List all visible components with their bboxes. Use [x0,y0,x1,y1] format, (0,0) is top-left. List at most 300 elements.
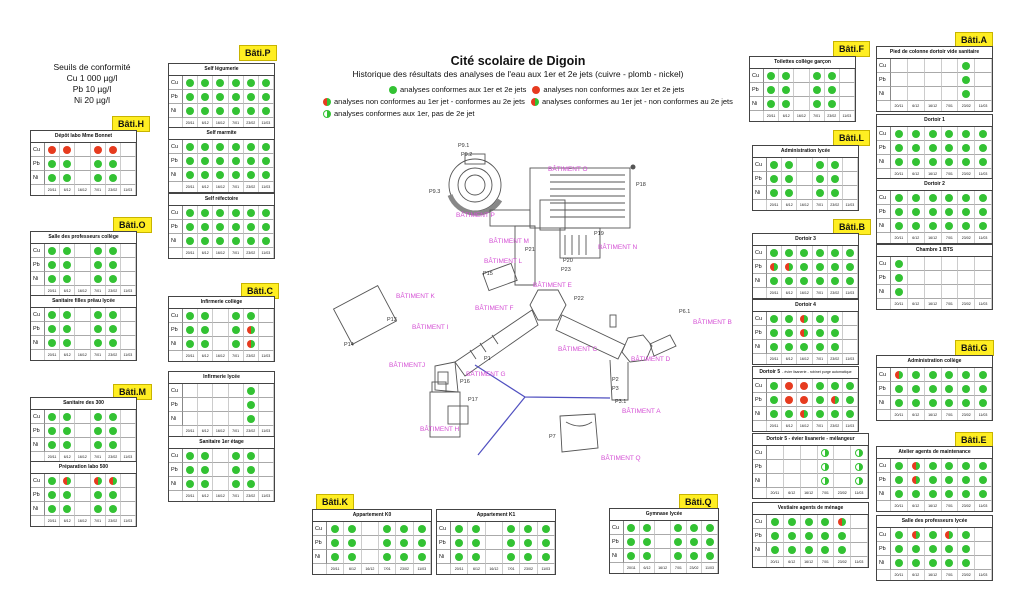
green-dot-icon [929,490,937,498]
green-dot-icon [979,399,987,407]
result-cell [942,59,959,73]
green-dot-icon [232,157,240,165]
green-dot-icon [831,277,839,285]
result-cell [958,87,975,101]
result-cell [106,308,121,322]
result-cell [106,424,121,438]
green-dot-icon [800,263,808,271]
row-label: Ni [750,97,764,111]
row-label: Cu [31,474,45,488]
result-cell [834,529,851,543]
date-label: 6/12 [784,488,801,498]
row-label: Ni [437,550,451,564]
result-cell [640,521,656,535]
card-title: Dépôt labo Mme Bonnet [31,131,136,143]
green-dot-icon [63,427,71,435]
result-cell [975,73,992,87]
date-label: 20/11 [891,299,908,309]
date-label: 23/02 [958,501,975,511]
row-label: Pb [169,398,183,412]
result-cell [229,463,244,477]
row-label: Ni [169,337,183,351]
result-cell [91,438,106,452]
result-cell [891,59,908,73]
row-label: Cu [753,158,767,172]
green-dot-icon [94,160,102,168]
result-cell [767,393,782,407]
date-corner [877,101,891,111]
result-cell [106,488,121,502]
green-dot-icon [813,86,821,94]
result-cell [958,396,975,410]
result-cell [60,272,75,286]
result-cell [213,337,228,351]
red-dot-icon [532,86,540,94]
result-cell [45,258,60,272]
result-cell [975,487,992,501]
result-cell [244,412,259,426]
result-cell [908,382,925,396]
result-cell [908,396,925,410]
result-cell [60,502,75,516]
card-title: Dortoir 5 - évier lisanerie - robinet purge automatique [753,367,858,379]
row-label: Pb [31,258,45,272]
result-cell [908,556,925,570]
result-cell [259,384,274,398]
green-dot-icon [816,175,824,183]
row-label: Pb [753,529,767,543]
green-dot-icon [706,524,714,532]
green-dot-icon [63,160,71,168]
date-label: 16/12 [925,299,942,309]
result-cell [486,550,503,564]
green-dot-icon [262,157,270,165]
result-cell [840,83,855,97]
green-dot-icon [821,546,829,554]
plan-point-label: P23 [561,267,571,273]
green-dot-icon [109,491,117,499]
result-cell [891,141,908,155]
result-cell [958,191,975,205]
result-cell [891,73,908,87]
row-label: Cu [877,257,891,271]
green-dot-icon [232,223,240,231]
result-cell [183,154,198,168]
result-cell [891,285,908,299]
date-label: 11/03 [259,248,274,258]
result-cell [925,542,942,556]
green-dot-icon [912,144,920,152]
result-card [876,114,993,180]
green-dot-icon [945,559,953,567]
green-dot-icon [929,144,937,152]
date-label: 6/12 [60,452,75,462]
green-dot-icon [846,277,854,285]
date-label: 23/02 [828,421,843,431]
card-title: Appartement K0 [313,510,431,522]
green-dot-icon [895,194,903,202]
red-dot-icon [785,396,793,404]
result-cell [813,246,828,260]
result-cell [942,127,959,141]
result-cell [259,337,274,351]
plan-point-label: P6.1 [679,309,691,315]
result-cell [379,550,396,564]
card-note: - évier lisanerie - robinet purge automatique [782,370,852,374]
result-cell [834,446,851,460]
half-red-dot-icon [800,329,808,337]
green-dot-icon [690,524,698,532]
date-label: 7/01 [942,570,959,580]
green-dot-icon [895,476,903,484]
green-dot-icon [201,171,209,179]
result-cell [213,384,228,398]
green-dot-icon [186,157,194,165]
result-cell [797,312,812,326]
date-label: 6/12 [198,248,213,258]
building-o-shape [530,168,630,228]
result-cell [75,157,90,171]
half-red-dot-icon [531,98,539,106]
green-dot-icon [912,399,920,407]
result-cell [520,536,537,550]
green-dot-icon [232,452,240,460]
green-dot-icon [63,174,71,182]
result-cell [843,379,858,393]
result-cell [925,59,942,73]
green-dot-icon [929,194,937,202]
result-cell [259,234,274,248]
green-dot-icon [63,325,71,333]
result-cell [813,312,828,326]
result-cell [198,477,213,491]
green-dot-icon [831,249,839,257]
date-label: 11/03 [851,488,868,498]
row-label: Cu [31,143,45,157]
result-cell [925,155,942,169]
result-cell [183,168,198,182]
green-dot-icon [895,490,903,498]
result-cell [259,309,274,323]
result-cell [908,473,925,487]
result-cell [784,446,801,460]
half-red-dot-icon [247,340,255,348]
green-dot-icon [216,143,224,151]
result-cell [244,76,259,90]
green-dot-icon [782,72,790,80]
green-dot-icon [94,441,102,449]
result-cell [958,473,975,487]
green-dot-icon [63,261,71,269]
threshold-line: Pb 10 µg/l [72,84,112,94]
date-label: 11/03 [840,111,855,121]
date-label: 20/11 [45,516,60,526]
green-dot-icon [821,518,829,526]
plan-building-label: BÂTIMENT E [533,282,572,289]
green-dot-icon [912,208,920,216]
green-dot-icon [232,326,240,334]
row-label: Ni [877,285,891,299]
green-dot-icon [216,171,224,179]
result-cell [958,368,975,382]
card-title: Self légumerie [169,64,274,76]
row-label: Pb [31,488,45,502]
result-cell [942,528,959,542]
result-cell [687,549,703,563]
date-label: 23/02 [958,101,975,111]
result-cell [782,172,797,186]
date-label: 16/12 [925,101,942,111]
plan-building-label: BÂTIMENT O [548,166,588,173]
result-cell [925,205,942,219]
card-title: Infirmerie collège [169,297,274,309]
green-dot-icon [767,100,775,108]
green-dot-icon [507,539,515,547]
result-cell [183,398,198,412]
result-cell [244,234,259,248]
result-cell [891,271,908,285]
result-cell [843,393,858,407]
result-cell [908,191,925,205]
row-label: Ni [753,474,767,488]
plan-building-label: BÂTIMENT A [622,408,661,415]
result-cell [198,220,213,234]
result-cell [229,412,244,426]
green-dot-icon [979,194,987,202]
date-label: 7/01 [229,118,244,128]
result-cell [925,127,942,141]
result-cell [891,368,908,382]
green-dot-icon [186,452,194,460]
green-dot-icon [706,538,714,546]
green-dot-icon [418,553,426,561]
green-dot-icon [929,158,937,166]
green-dot-icon [821,532,829,540]
green-dot-icon [895,531,903,539]
date-label: 7/01 [813,288,828,298]
result-cell [908,59,925,73]
green-dot-icon [186,340,194,348]
half-white-dot-icon [855,477,863,485]
date-label: 20/11 [767,354,782,364]
result-cell [958,219,975,233]
green-dot-icon [232,480,240,488]
result-card [168,296,275,362]
result-cell [60,410,75,424]
card-title: Chambre 1 BTS [877,245,992,257]
row-label: Ni [753,340,767,354]
date-label: 23/02 [958,570,975,580]
green-dot-icon [895,399,903,407]
date-label: 20/11 [891,101,908,111]
date-corner [753,557,767,567]
result-cell [925,141,942,155]
result-cell [794,69,809,83]
result-cell [942,459,959,473]
red-dot-icon [785,382,793,390]
green-dot-icon [929,222,937,230]
green-dot-icon [48,261,56,269]
green-dot-icon [785,329,793,337]
result-cell [671,521,687,535]
date-label: 7/01 [91,516,106,526]
result-cell [259,90,274,104]
result-cell [891,382,908,396]
date-label: 23/02 [958,169,975,179]
row-label: Cu [31,410,45,424]
green-dot-icon [945,144,953,152]
result-cell [851,446,868,460]
green-dot-icon [247,237,255,245]
green-dot-icon [201,209,209,217]
green-dot-icon [216,209,224,217]
green-dot-icon [929,462,937,470]
green-dot-icon [262,93,270,101]
green-dot-icon [542,553,550,561]
result-cell [91,474,106,488]
green-dot-icon [186,143,194,151]
result-cell [486,522,503,536]
result-cell [797,326,812,340]
green-dot-icon [247,415,255,423]
green-dot-icon [770,396,778,404]
date-corner [753,421,767,431]
result-cell [779,69,794,83]
result-cell [891,473,908,487]
green-dot-icon [186,223,194,231]
result-cell [45,424,60,438]
result-cell [106,244,121,258]
result-cell [784,529,801,543]
result-cell [538,522,555,536]
row-label: Ni [753,274,767,288]
date-label: 20/11 [767,488,784,498]
plan-point-label: P2 [612,377,619,383]
row-label: Cu [31,244,45,258]
result-cell [908,87,925,101]
result-cell [813,186,828,200]
date-label: 11/03 [121,350,136,360]
result-cell [958,271,975,285]
date-label: 6/12 [782,288,797,298]
result-cell [183,234,198,248]
date-label: 11/03 [121,452,136,462]
result-cell [891,205,908,219]
row-label: Pb [753,460,767,474]
row-label: Ni [610,549,624,563]
green-dot-icon [216,93,224,101]
green-dot-icon [771,546,779,554]
result-cell [975,285,992,299]
green-dot-icon [94,339,102,347]
green-dot-icon [831,161,839,169]
card-title: Infirmerie lycée [169,372,274,384]
date-label: 20/11 [891,570,908,580]
result-cell [45,143,60,157]
result-cell [538,536,555,550]
green-dot-icon [912,545,920,553]
result-cell [942,73,959,87]
date-label: 20/11 [327,564,344,574]
result-cell [702,535,718,549]
date-label: 11/03 [702,563,718,573]
result-cell [687,535,703,549]
green-dot-icon [109,325,117,333]
result-cell [975,141,992,155]
date-label: 16/12 [797,288,812,298]
result-cell [813,172,828,186]
result-cell [244,309,259,323]
result-cell [91,258,106,272]
row-label: Cu [750,69,764,83]
result-cell [259,398,274,412]
result-cell [782,312,797,326]
date-label: 20/11 [891,169,908,179]
date-label: 7/01 [942,410,959,420]
result-cell [91,157,106,171]
half-white-dot-icon [855,463,863,471]
row-label: Ni [877,487,891,501]
result-cell [198,154,213,168]
legend-item: analyses conformes aux 1er, pas de 2e jet [323,108,475,120]
green-dot-icon [94,427,102,435]
legend [317,84,733,120]
result-cell [958,141,975,155]
result-card [30,130,137,196]
green-dot-icon [262,171,270,179]
green-dot-icon [912,194,920,202]
result-cell [797,172,812,186]
green-dot-icon [770,410,778,418]
green-dot-icon [63,505,71,513]
result-cell [213,140,228,154]
plan-building-label: BÂTIMENT B [693,319,732,326]
result-cell [942,556,959,570]
date-label: 6/12 [908,169,925,179]
green-dot-icon [785,175,793,183]
green-dot-icon [979,371,987,379]
date-label: 16/12 [797,354,812,364]
green-dot-icon [94,275,102,283]
result-cell [344,522,361,536]
green-dot-icon [962,371,970,379]
green-dot-icon [895,144,903,152]
row-label: Ni [753,543,767,557]
building-badge: Bâti.P [239,45,277,61]
green-dot-icon [524,553,532,561]
green-dot-icon [201,480,209,488]
date-label: 11/03 [259,182,274,192]
result-cell [244,206,259,220]
date-label: 7/01 [91,350,106,360]
date-label: 23/02 [244,118,259,128]
date-label: 16/12 [213,182,228,192]
green-dot-icon [770,189,778,197]
green-dot-icon [109,261,117,269]
result-cell [908,542,925,556]
result-card [30,397,137,463]
result-cell [801,529,818,543]
green-dot-icon [627,524,635,532]
green-dot-icon [109,413,117,421]
date-label: 16/12 [213,426,228,436]
result-cell [767,474,784,488]
result-cell [259,220,274,234]
result-cell [942,141,959,155]
result-cell [801,460,818,474]
date-label: 6/12 [60,350,75,360]
green-dot-icon [389,86,397,94]
